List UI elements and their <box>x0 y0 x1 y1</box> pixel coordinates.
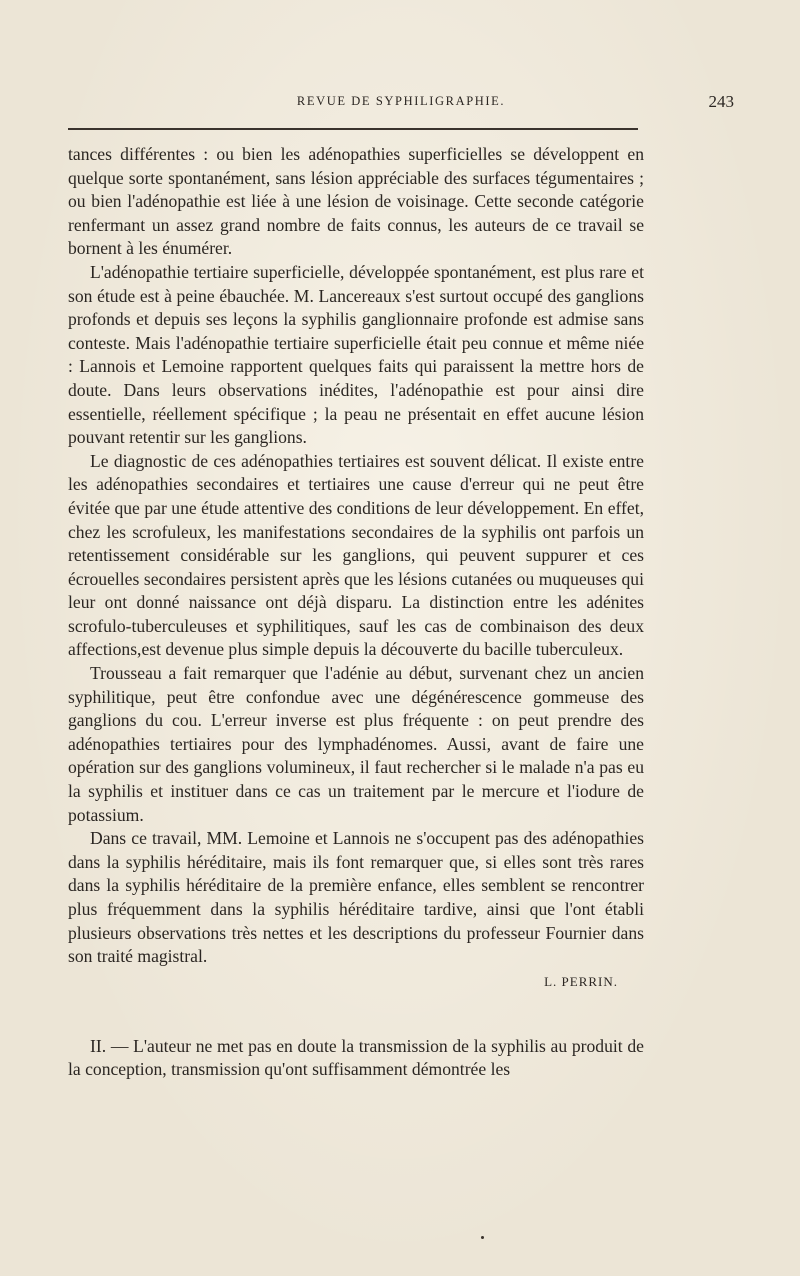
paragraph-5: Dans ce travail, MM. Lemoine et Lannois ne s'occupent pas des adénopathies dans la syphilis héréditaire, mais ils font remarquer que, si elles sont très rares dans la syphilis héréditaire de la première enfance, elles semblent se rencontrer plus fréquemment dans la syphilis héréditaire tardive, ainsi que l'ont établi plusieurs observations très nettes et les descriptions du professeur Fournier dans son traité magistral. <box>68 828 644 967</box>
section-gap <box>68 995 644 1035</box>
paragraph-3: Le diagnostic de ces adénopathies tertiaires est souvent délicat. Il existe entre les adénopathies secondaires et tertiaires une cause d'erreur qui ne peut être évitée que par une étude attentive des conditions de leur développement. En effet, chez les scrofuleux, les manifestations secondaires de la syphilis ont parfois un retentissement considérable sur les ganglions, qui peuvent suppurer et ces écrouelles secondaires persistent après que les lésions cutanées ou muqueuses qui leur ont donné naissance ont déjà disparu. La distinction entre les adénites scrofulo-tuberculeuses et syphilitiques, sauf les cas de combinaison des deux affections,est devenue plus simple depuis la découverte du bacille tuberculeux. <box>68 450 644 660</box>
paragraph-2: L'adénopathie tertiaire superficielle, développée spontanément, est plus rare et son étude est à peine ébauchée. M. Lancereaux s'est surtout occupé des ganglions profonds et depuis ses leçons la syphilis ganglionnaire profonde est admise sans conteste. Mais l'adénopathie tertiaire superficielle était peu connue et même niée : Lannois et Lemoine rapportent quelques faits qui paraissent la mettre hors de doute. Dans leurs observations inédites, l'adénopathie est pour ainsi dire essentielle, réellement spécifique ; la peau ne présentait en effet aucune lésion pouvant retentir sur les ganglions. <box>68 261 644 448</box>
page-number: 243 <box>708 92 734 111</box>
body-text <box>68 143 644 1082</box>
paragraph-4: Trousseau a fait remarquer que l'adénie au début, survenant chez un ancien syphilitique, peut être confondue avec une dégénérescence gommeuse des ganglions du cou. L'erreur inverse est plus fréquente : on peut prendre des adénopathies tertiaires pour des lymphadénomes. Aussi, avant de faire une opération sur des ganglions volumineux, il faut rechercher si le malade n'a pas eu la syphilis et instituer dans ce cas un traitement par le mercure et l'iodure de potassium. <box>68 663 644 825</box>
header-rule <box>68 128 638 130</box>
ink-mark <box>481 1236 484 1239</box>
paragraph-1: tances différentes : ou bien les adénopathies superficielles se développent en quelque sorte spontanément, sans lésion appréciable des surfaces tégumentaires ; ou bien l'adénopathie est liée à une lésion de voisinage. Cette seconde catégorie renfermant un assez grand nombre de faits connus, les auteurs de ce travail se bornent à les énumérer. <box>68 144 644 259</box>
section-ii-paragraph: II. — L'auteur ne met pas en doute la transmission de la syphilis au produit de la conception, transmission qu'ont suffisamment démontrée les <box>68 1035 644 1080</box>
author-signature: L. PERRIN. <box>544 973 618 989</box>
running-title: REVUE DE SYPHILIGRAPHIE. <box>296 94 506 108</box>
running-head <box>68 92 734 116</box>
